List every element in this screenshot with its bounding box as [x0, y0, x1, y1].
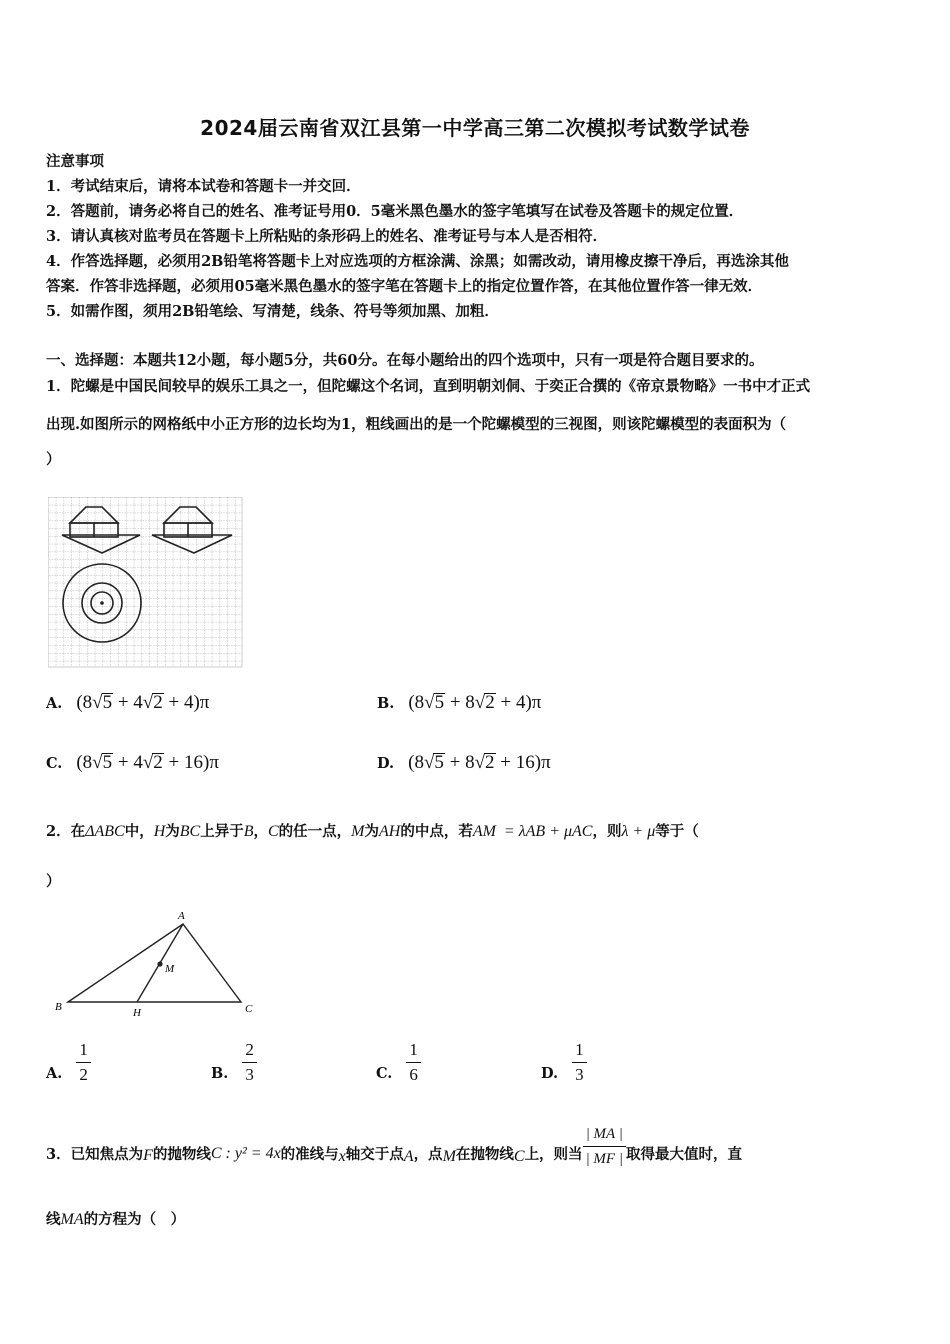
notice-heading: 注意事项	[46, 153, 104, 170]
option-label: D.	[541, 1065, 559, 1082]
q1-option-c[interactable]: C. (8√5 + 4√2 + 16)π	[46, 752, 219, 773]
q1-text-line3: ）	[46, 451, 61, 468]
q2-text-line1: 2．在ΔABC中，H为BC上异于B，C的任一点，M为AH的中点，若AM = λAB + μAC，则λ + μ等于（	[46, 823, 699, 840]
option-label: A.	[46, 694, 63, 712]
q1-three-view-figure	[48, 497, 244, 669]
q3-text-line2: 线MA的方程为（ ）	[46, 1211, 186, 1228]
q2-option-b[interactable]: B. $\frac{2}{3}$	[211, 1040, 257, 1085]
notice-item-4: 4．作答选择题，必须用2B铅笔将答题卡上对应选项的方框涂满、涂黑；如需改动，请用橡皮擦干净后，再选涂其他	[46, 253, 789, 270]
notice-item-5: 5．如需作图，须用2B铅笔绘、写清楚，线条、符号等须加黑、加粗．	[46, 303, 499, 320]
vertex-label-a: A	[178, 910, 185, 922]
section-heading: 一、选择题：本题共12小题，每小题5分，共60分。在每小题给出的四个选项中，只有一项是符合题目要求的。	[46, 352, 764, 369]
vertex-label-c: C	[245, 1003, 253, 1015]
q1-option-a[interactable]: A. (8√5 + 4√2 + 4)π	[46, 692, 210, 713]
notice-item-3: 3．请认真核对监考员在答题卡上所粘贴的条形码上的姓名、准考证号与本人是否相符．	[46, 228, 608, 245]
point-label-m: M	[165, 963, 175, 975]
q2-option-a[interactable]: A. $\frac{1}{2}$	[46, 1040, 91, 1085]
page-title: 2024届云南省双江县第一中学高三第二次模拟考试数学试卷	[200, 116, 750, 140]
q2-text-line2: ）	[46, 873, 61, 890]
vertex-label-b: B	[55, 1001, 62, 1013]
option-label: B.	[211, 1065, 229, 1082]
q3-text-line1: 3．已知焦点为 F 的抛物线 C : y² = 4x 的准线与 x 轴交于点 A ，点 M 在抛物线 C 上，则当 $\frac{| MA |}{| MF |}$ 取得最大值时，直	[46, 1126, 742, 1167]
notice-item-4-cont: 答案．作答非选择题，必须用05毫米黑色墨水的签字笔在答题卡上的指定位置作答，在其他位置作答一律无效．	[46, 278, 763, 295]
q1-text-line1: 1．陀螺是中国民间较早的娱乐工具之一，但陀螺这个名词，直到明朝刘侗、于奕正合撰的《帝京景物略》一书中才正式	[46, 378, 811, 395]
option-label: C.	[46, 754, 63, 772]
option-label: A.	[46, 1065, 63, 1082]
q1-option-d[interactable]: D. (8√5 + 8√2 + 16)π	[377, 752, 551, 773]
option-label: C.	[376, 1065, 393, 1082]
q2-option-c[interactable]: C. $\frac{1}{6}$	[376, 1040, 421, 1085]
q1-text-line2: 出现.如图所示的网格纸中小正方形的边长均为1，粗线画出的是一个陀螺模型的三视图，则该陀螺模型的表面积为（	[46, 416, 787, 433]
q2-option-d[interactable]: D. $\frac{1}{3}$	[541, 1040, 587, 1085]
notice-item-2: 2．答题前，请务必将自己的姓名、准考证号用0．5毫米黑色墨水的签字笔填写在试卷及答题卡的规定位置．	[46, 203, 744, 220]
option-label: D.	[377, 754, 395, 772]
q2-triangle-figure	[50, 906, 270, 1022]
q1-option-b[interactable]: B. (8√5 + 8√2 + 4)π	[377, 692, 542, 713]
notice-item-1: 1．考试结束后，请将本试卷和答题卡一并交回．	[46, 178, 361, 195]
option-label: B.	[377, 694, 395, 712]
point-label-h: H	[133, 1007, 141, 1019]
